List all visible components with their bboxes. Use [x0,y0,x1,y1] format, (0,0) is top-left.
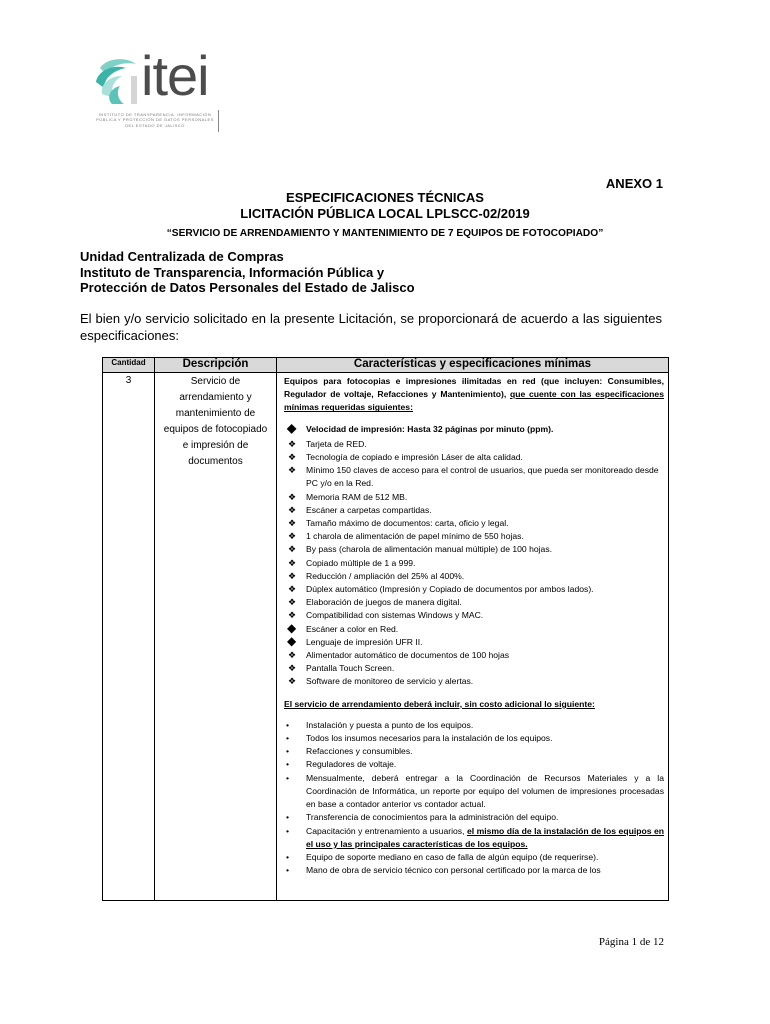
list-item-text: Mínimo 150 claves de acceso para el control de usuarios, que pueda ser monitoreado desde PC y/o en la Red. [306,465,659,489]
spec-list [284,420,664,689]
diamond-bullet-icon: ◆ [287,420,297,435]
list-item [284,530,664,543]
table-row [103,373,669,901]
list-item [284,464,664,490]
description-line: documentos [188,456,243,467]
list-item-text: Tecnología de copiado e impresión Láser de alta calidad. [306,452,523,463]
list-item-text: Mano de obra de servicio técnico con personal certificado por la marca de los [306,865,601,876]
intro-text: El bien y/o servicio solicitado en la presente Licitación, se proporcionará de acuerdo a las siguientes especificaciones: [80,311,662,343]
tender-number: LICITACIÓN PÚBLICA LOCAL LPLSCC-02/2019 [240,206,530,221]
list-item-text: Dúplex automático (Impresión y Copiado de documentos por ambos lados). [306,584,594,595]
cross-diamond-bullet-icon: ❖ [288,597,297,608]
characteristics-lead [284,375,664,415]
list-item-text: Reducción / ampliación del 25% al 400%. [306,570,465,581]
list-item-text: Escáner a carpetas compartidas. [306,504,432,515]
list-item-text: Alimentador automático de documentos de 100 hojas [306,650,510,661]
description-line: arrendamiento y [179,392,252,403]
unit-line: Protección de Datos Personales del Estado de Jalisco [80,280,415,295]
list-item-text: Velocidad de impresión: Hasta 32 páginas por minuto (ppm). [306,423,554,434]
list-item-text: Refacciones y consumibles. [306,746,413,757]
logo-divider [218,110,219,132]
list-item-text: Compatibilidad con sistemas Windows y MAC. [306,610,484,621]
cross-diamond-bullet-icon: ❖ [288,491,297,502]
list-item [284,504,664,517]
description-cell [155,373,277,901]
service-title: “SERVICIO DE ARRENDAMIENTO Y MANTENIMIENTO DE 7 EQUIPOS DE FOTOCOPIADO” [166,228,604,239]
specifications-table [102,357,669,901]
list-item [284,633,664,649]
list-item-text: Reguladores de voltaje. [306,759,397,770]
list-item-text: Instalación y puesta a punto de los equipos. [306,719,474,730]
cross-diamond-bullet-icon: ❖ [288,465,297,476]
page-number: Página 1 de 12 [598,936,664,948]
issuing-unit [80,249,415,296]
list-item [284,732,664,745]
quantity-cell: 3 [103,373,155,901]
list-item [284,675,664,688]
bullet-icon: • [286,759,290,770]
included-services-note: El servicio de arrendamiento deberá incluir, sin costo adicional lo siguiente: [284,698,595,709]
annex-label: ANEXO 1 [605,176,663,191]
list-item [284,543,664,556]
cross-diamond-bullet-icon: ❖ [288,584,297,595]
list-item-text: Equipo de soporte mediano en caso de falla de algún equipo (de requerirse). [306,851,599,862]
header-quantity: Cantidad [103,358,155,373]
bullet-icon: • [286,812,290,823]
list-item-text: Capacitación y entrenamiento a usuarios, [306,825,467,836]
cross-diamond-bullet-icon: ❖ [288,610,297,621]
cross-diamond-bullet-icon: ❖ [288,504,297,515]
list-item-text: Elaboración de juegos de manera digital. [306,597,462,608]
lead-text: Equipos para fotocopias e impresiones ilimitadas en red (que incluyen: Consumibles, Regulador de voltaje, Refacciones y Mantenimiento), [284,376,664,400]
list-item [284,491,664,504]
cross-diamond-bullet-icon: ❖ [288,676,297,687]
header-characteristics: Características y especificaciones mínimas [277,358,669,373]
list-item-text: Pantalla Touch Screen. [306,663,395,674]
bullet-icon: • [286,865,290,876]
list-item [284,811,664,824]
list-item-text: Software de monitoreo de servicio y alertas. [306,676,474,687]
list-item-text: Mensualmente, deberá entregar a la Coordinación de Recursos Materiales y a la Coordinación de Informática, un reporte por equipo del volumen de impresiones procesadas en base a contador anterior vs contador actual. [306,772,664,810]
bullet-icon: • [286,825,290,836]
list-item-text: Memoria RAM de 512 MB. [306,491,408,502]
training-highlight: el mismo día de la instalación de los equipos en el uso y las principales características de los equipos. [306,825,664,849]
cross-diamond-bullet-icon: ❖ [288,531,297,542]
cross-diamond-bullet-icon: ❖ [288,452,297,463]
list-item-text: By pass (charola de alimentación manual múltiple) de 100 hojas. [306,544,553,555]
logo-swirl-icon [92,54,142,112]
list-item [284,438,664,451]
cross-diamond-bullet-icon: ❖ [288,650,297,661]
list-item-text: Tamaño máximo de documentos: carta, oficio y legal. [306,518,509,529]
document-titles [0,190,770,241]
list-item [284,620,664,636]
list-item [284,596,664,609]
lead-underlined: que cuente con las especificaciones mínimas requeridas siguientes: [284,389,664,413]
list-item [284,517,664,530]
list-item [284,758,664,771]
diamond-bullet-icon: ◆ [287,633,297,648]
cross-diamond-bullet-icon: ❖ [288,663,297,674]
logo-tagline: INSTITUTO DE TRANSPARENCIA, INFORMACIÓN PÚBLICA Y PROTECCIÓN DE DATOS PERSONALES DEL ESTADO DE JALISCO [96,112,214,128]
list-item-text: Copiado múltiple de 1 a 999. [306,557,416,568]
unit-line: Unidad Centralizada de Compras [80,249,284,264]
description-line: Servicio de [190,376,241,387]
bullet-icon: • [286,719,290,730]
list-item [284,851,664,864]
description-line: equipos de fotocopiado [163,424,268,435]
list-item-text: Transferencia de conocimientos para la administración del equipo. [306,812,559,823]
list-item [284,649,664,662]
diamond-bullet-icon: ◆ [287,620,297,635]
list-item [284,451,664,464]
table-header-row [103,358,669,373]
cross-diamond-bullet-icon: ❖ [288,557,297,568]
list-item [284,583,664,596]
list-item [284,745,664,758]
list-item [284,420,664,436]
logo-wordmark: itei [141,44,209,107]
description-line: e impresión de [182,440,249,451]
document-title: ESPECIFICACIONES TÉCNICAS [286,190,484,205]
description-line: mantenimiento de [175,408,256,419]
list-item [284,570,664,583]
list-item-text: Lenguaje de impresión UFR II. [306,636,423,647]
header-description: Descripción [155,358,277,373]
list-item [284,772,664,812]
list-item [284,719,664,732]
unit-line: Instituto de Transparencia, Información Pública y [80,264,385,280]
list-item [284,662,664,675]
characteristics-cell [277,373,669,901]
intro-paragraph [80,310,662,344]
bullet-icon: • [286,746,290,757]
bullet-icon: • [286,733,290,744]
bullet-icon: • [286,772,290,783]
list-item-text: Tarjeta de RED. [306,438,367,449]
list-item-text: Escáner a color en Red. [306,623,399,634]
cross-diamond-bullet-icon: ❖ [288,544,297,555]
cross-diamond-bullet-icon: ❖ [288,570,297,581]
cross-diamond-bullet-icon: ❖ [288,438,297,449]
included-services-list [284,719,664,877]
list-item-text: Todos los insumos necesarios para la instalación de los equipos. [306,733,553,744]
list-item-text: 1 charola de alimentación de papel mínimo de 550 hojas. [306,531,524,542]
list-item [284,557,664,570]
itei-logo [92,44,232,135]
cross-diamond-bullet-icon: ❖ [288,518,297,529]
list-item [284,825,664,851]
list-item [284,609,664,622]
bullet-icon: • [286,851,290,862]
list-item [284,864,664,877]
